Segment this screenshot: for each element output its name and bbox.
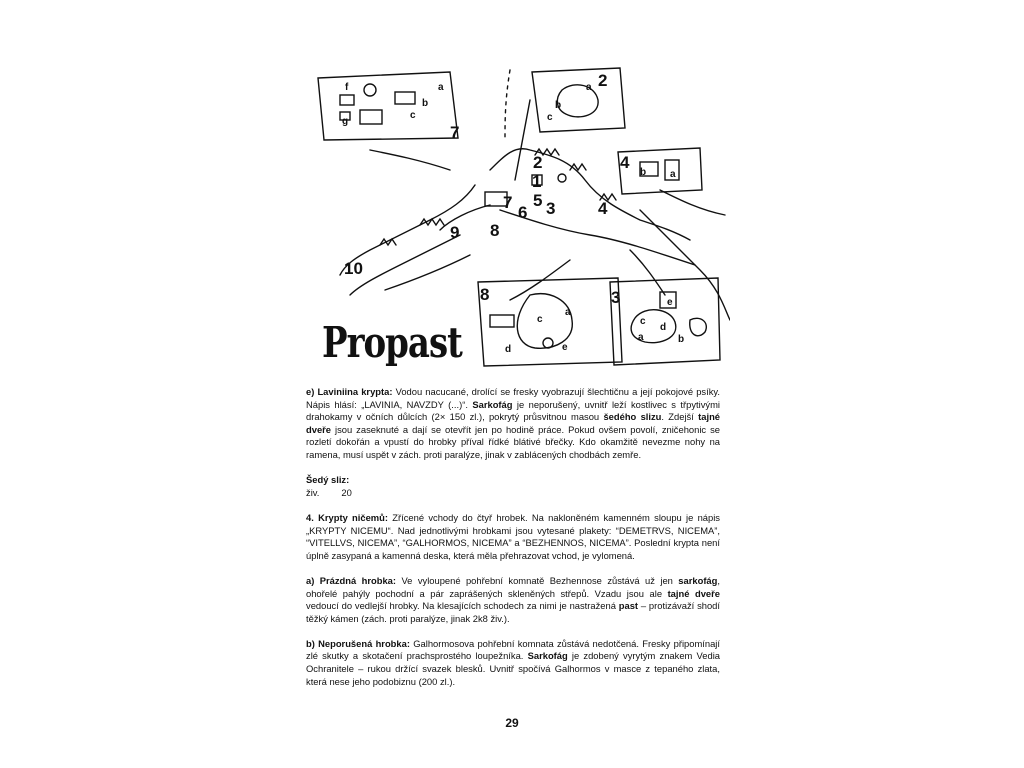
monster-stat-label: živ. xyxy=(306,486,320,498)
svg-text:a: a xyxy=(438,82,444,93)
svg-text:d: d xyxy=(505,344,512,355)
section-intact-tomb: b) Neporušená hrobka: Galhormosova pohřební komnata zůstává nedotčená. Fresky připomínají zlé skutky a skotačení prachsprostého loupežníka. Sarkofág je zdobený vyrytým znakem Vedia Ochranitele – rukou držící svazek blesků. Uvnitř spočívá Galhormos v masce z tepaného zlata, která nese jeho podobiznu (200 zl.). xyxy=(306,637,720,687)
svg-text:b: b xyxy=(678,334,685,345)
svg-text:d: d xyxy=(660,322,667,333)
bold-term: sarkofág xyxy=(678,574,718,586)
bold-term: past xyxy=(618,600,639,612)
monster-stat-block xyxy=(306,474,720,499)
map-label-3: 3 xyxy=(546,199,556,218)
svg-text:c: c xyxy=(537,314,543,325)
inset-label-4: 4 xyxy=(620,153,630,172)
map-label-8: 8 xyxy=(490,221,500,240)
inset-label-7: 7 xyxy=(450,123,460,142)
monster-stat-value: 20 xyxy=(341,486,352,498)
page-number: 29 xyxy=(505,716,519,730)
svg-text:c: c xyxy=(410,110,416,121)
bold-term: Sarkofág xyxy=(527,650,568,662)
svg-text:e: e xyxy=(667,297,673,308)
map-label-5: 5 xyxy=(533,191,543,210)
svg-text:a: a xyxy=(638,332,644,343)
inset-label-3: 3 xyxy=(611,288,621,307)
inset-label-8: 8 xyxy=(480,285,490,304)
svg-text:a: a xyxy=(586,82,592,93)
inset-label-2: 2 xyxy=(598,71,608,90)
bold-term: šedého slizu xyxy=(603,411,662,423)
bold-term: Sarkofág xyxy=(472,398,513,410)
section-heading: b) Neporušená hrobka: xyxy=(306,637,410,649)
svg-text:e: e xyxy=(562,342,568,353)
section-heading: 4. Krypty ničemů: xyxy=(306,511,388,523)
map-label-9: 9 xyxy=(450,223,460,242)
bold-term: tajné dveře xyxy=(306,411,721,435)
map-label-2: 2 xyxy=(533,153,543,172)
map-label-7: 7 xyxy=(503,193,513,212)
svg-text:g: g xyxy=(342,116,349,127)
svg-text:b: b xyxy=(555,100,562,111)
svg-text:c: c xyxy=(547,112,553,123)
svg-text:b: b xyxy=(422,98,429,109)
svg-text:a: a xyxy=(565,307,571,318)
monster-name: Šedý sliz: xyxy=(306,474,350,486)
section-heading: e) Laviniina krypta: xyxy=(306,386,393,397)
bold-term: tajné dveře xyxy=(667,587,720,599)
section-heading: a) Prázdná hrobka: xyxy=(306,574,397,586)
svg-text:b: b xyxy=(640,167,647,178)
map-label-4: 4 xyxy=(598,199,608,218)
map-label-1: 1 xyxy=(532,172,542,191)
svg-text:a: a xyxy=(670,169,676,180)
svg-text:f: f xyxy=(345,82,349,93)
map-title: Propast xyxy=(322,318,462,368)
body-text xyxy=(306,386,720,701)
section-crypts-of-villains: 4. Krypty ničemů: Zřícené vchody do čtyř hrobek. Na nakloněném kamenném sloupu je nápis „KRYPTY NICEMU“. Nad jednotlivými hrobkami jsou vytesané plakety: “DEMETRVS, NICEMA”, “VITELLVS, NICEMA”, “GALHORMOS, NICEMA” a “BEZHENNOS, NICEMA”. Poslední krypta není úplně zasypaná a kamenná deska, která měla přehrazovat vchod, je vylomená. xyxy=(306,511,720,561)
map-label-6: 6 xyxy=(518,203,528,222)
section-lavinia-crypt: e) Laviniina krypta: Vodou nacucané, drolící se fresky vyobrazují šlechtičnu a její pokojové psíky. Nápis hlásí: „LAVINIA, NAVZDY (...)“. Sarkofág je neporušený, uvnitř leží kostlivec s třpytivými drahokamy v očních důlcích (2× 150 zl.), pokrytý průsvitnou masou šedého slizu. Zdejší tajné dveře jsou zaseknuté a dají se otevřít jen po hodině práce. Pokud ovšem povolí, zničehonic se rozletí dokořán a vpustí do hrobky příval řídké blátivé břečky. Kdo okamžitě nevezme nohy na ramena, musí uspět v zách. proti paralýze, jinak v zablácených chodbách zemře. xyxy=(306,386,721,460)
svg-text:c: c xyxy=(640,316,646,327)
map-label-10: 10 xyxy=(344,259,363,278)
section-empty-tomb: a) Prázdná hrobka: Ve vyloupené pohřební komnatě Bezhennose zůstává už jen sarkofág, ohořelé pahýly pochodní a pár zaprášených skleněných střepů. Vzadu jsou ale tajné dveře vedoucí do vedlejší hrobky. Na klesajících schodech za nimi je nastražená past – protizávaží shodí těžký kámen (zách. proti paralýze, jinak 2k8 živ.). xyxy=(306,574,721,624)
